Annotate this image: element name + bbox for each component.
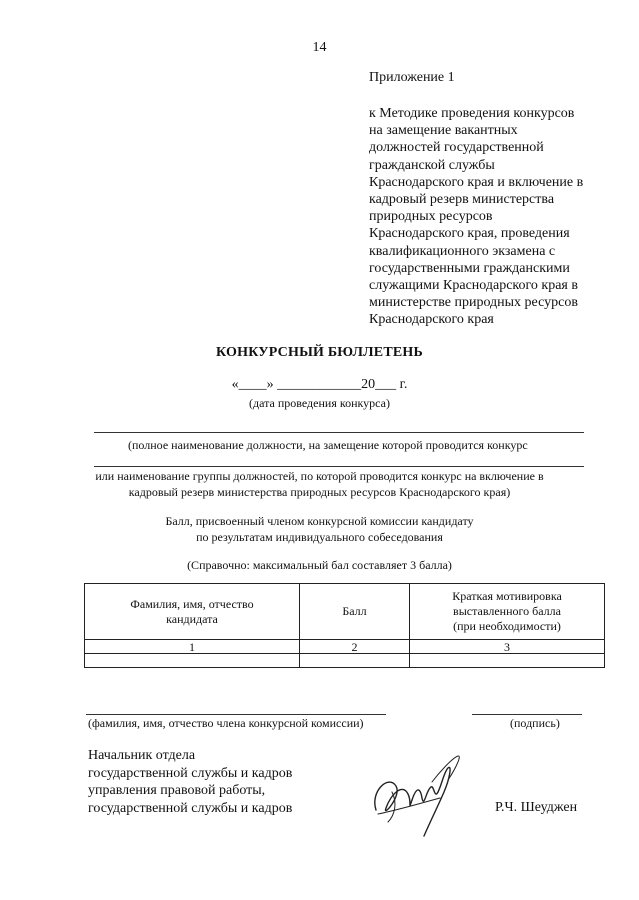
reference-note: (Справочно: максимальный бал составляет 3 балла) [187, 558, 452, 572]
table-cell[interactable] [300, 654, 410, 668]
signer-line: государственной службы и кадров [88, 800, 293, 816]
table-cell[interactable] [85, 654, 300, 668]
handwritten-signature [368, 752, 468, 842]
document-title: КОНКУРСНЫЙ БЮЛЛЕТЕНЬ [216, 345, 423, 360]
table-cell[interactable] [410, 654, 605, 668]
appendix-text [369, 105, 619, 329]
header-candidate: Фамилия, имя, отчество кандидата [85, 584, 300, 640]
position-caption: (полное наименование должности, на замещение которой проводится конкурс [128, 438, 528, 452]
signature-line [472, 714, 582, 715]
group-line [94, 466, 584, 467]
signer-name: Р.Ч. Шеуджен [495, 800, 578, 815]
score-text-line2: по результатам индивидуального собеседования [196, 530, 443, 544]
group-caption-line2: кадровый резерв министерства природных ресурсов Краснодарского края) [128, 485, 511, 499]
signer-line: управления правовой работы, [88, 783, 266, 798]
score-table [84, 583, 605, 668]
signature-caption: (подпись) [510, 716, 560, 730]
date-field: «____» ____________20___ г. [231, 377, 408, 392]
numbering-cell: 2 [300, 640, 410, 654]
appendix-line: на замещение вакантных [369, 123, 518, 139]
score-text-line1: Балл, присвоенный членом конкурсной комиссии кандидату [165, 514, 474, 528]
group-caption-line1: или наименование группы должностей, по которой проводится конкурс на включение в [95, 469, 544, 483]
signer-block [88, 747, 292, 817]
appendix-title: Приложение 1 [369, 70, 455, 85]
appendix-line: государственными гражданскими [369, 260, 570, 276]
appendix-line: к Методике проведения конкурсов [369, 106, 575, 121]
appendix-line: Краснодарского края и включение в [369, 174, 584, 190]
appendix-line: кадровый резерв министерства [369, 192, 555, 208]
page-number: 14 [312, 40, 327, 55]
appendix-line: служащими Краснодарского края в [369, 278, 578, 294]
appendix-line: Краснодарского края, проведения [369, 226, 570, 242]
header-motivation: Краткая мотивировка выставленного балла (при необходимости) [410, 584, 605, 640]
member-name-line [86, 714, 386, 715]
appendix-line: Краснодарского края [369, 312, 494, 328]
table-header-row [85, 584, 605, 640]
table-row [85, 654, 605, 668]
appendix-line: министерстве природных ресурсов [369, 295, 578, 311]
signer-line: государственной службы и кадров [88, 765, 293, 781]
numbering-cell: 1 [85, 640, 300, 654]
member-caption: (фамилия, имя, отчество члена конкурсной комиссии) [88, 716, 364, 730]
table-numbering-row [85, 640, 605, 654]
appendix-line: квалификационного экзамена с [369, 243, 556, 259]
numbering-cell: 3 [410, 640, 605, 654]
signer-line: Начальник отдела [88, 748, 196, 763]
header-score: Балл [300, 584, 410, 640]
appendix-line: природных ресурсов [369, 209, 493, 225]
position-line [94, 432, 584, 433]
appendix-line: гражданской службы [369, 157, 495, 173]
appendix-line: должностей государственной [369, 140, 544, 156]
date-caption: (дата проведения конкурса) [249, 396, 390, 410]
